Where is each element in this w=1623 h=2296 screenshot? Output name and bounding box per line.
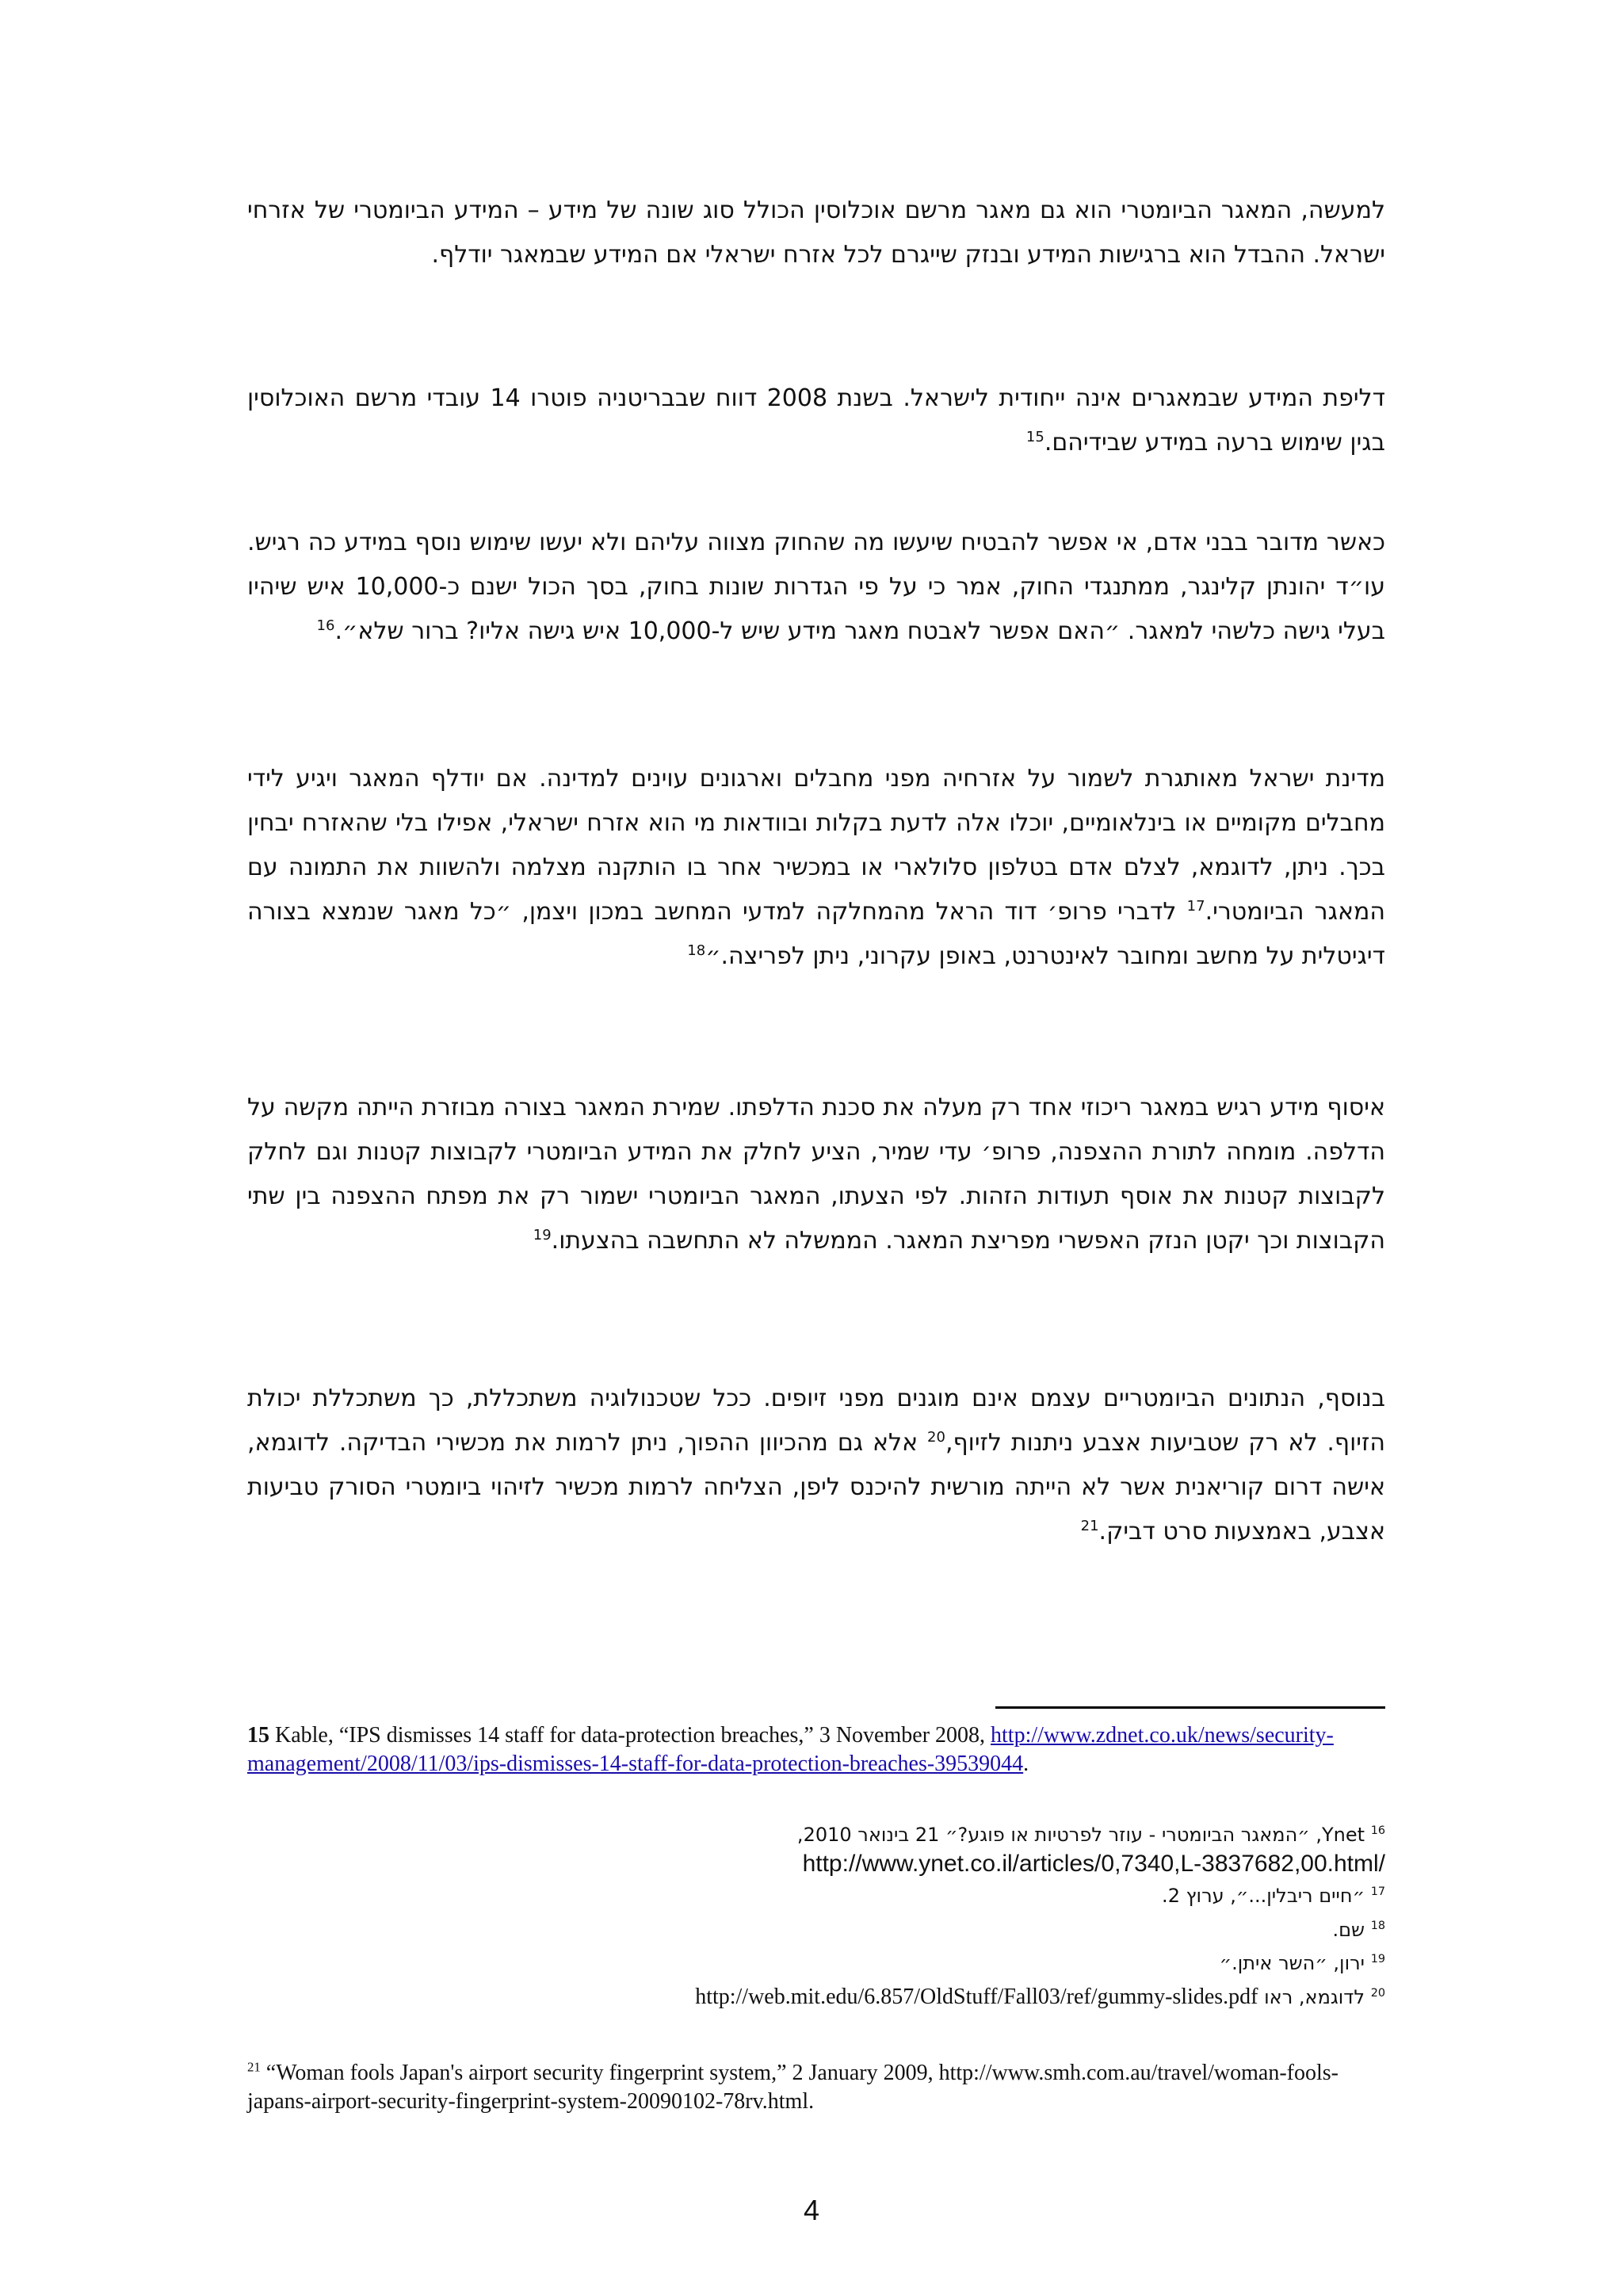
paragraph-1: [247, 189, 1385, 277]
footnote-18: [1332, 1918, 1385, 1942]
paragraph-6: [247, 1377, 1385, 1554]
footnote-18-number: 18: [1370, 1920, 1385, 1932]
footnote-21-number: 21: [247, 2059, 261, 2075]
footnote-16-number: 16: [1370, 1824, 1385, 1837]
paragraph-4: [247, 757, 1385, 979]
footnote-19-number: 19: [1370, 1953, 1385, 1966]
page-number: 4: [803, 2194, 820, 2226]
footnote-ref-17[interactable]: 17: [1186, 898, 1205, 915]
footnote-21-text: “Woman fools Japan's airport security fingerprint system,” 2 January 2009, http://www.smh.com.au/travel/woman-fools-japans-airport-security-fingerprint-system-20090102-78rv.html.: [247, 2061, 1339, 2114]
footnote-ref-19[interactable]: 19: [533, 1227, 552, 1244]
footnote-17-text: ״חיים ריבלין...״, ערוץ 2.: [1162, 1885, 1365, 1907]
footnote-15: [247, 1721, 1385, 1778]
paragraph-5-text: איסוף מידע רגיש במאגר ריכוזי אחד רק מעלה את סכנת הדלפתו. שמירת המאגר בצורה מבוזרת הייתה מקשה על הדלפה. מומחה לתורת ההצפנה, פרופ׳ עדי שמיר, הציע לחלק את המידע הביומטרי לקבוצות קטנות וגם לחלק לקבוצות קטנות את אוסף תעודות הזהות. לפי הצעתו, המאגר הביומטרי ישמור רק את מפתח ההצפנה בין שתי הקבוצות וכך יקטן הנזק האפשרי מפריצת המאגר. הממשלה לא התחשבה בהצעתו.: [247, 1094, 1385, 1255]
footnote-20: [695, 1985, 1385, 2009]
footnote-ref-21[interactable]: 21: [1080, 1518, 1099, 1534]
footnote-20-url[interactable]: http://web.mit.edu/6.857/OldStuff/Fall03/ref/gummy-slides.pdf: [695, 1985, 1258, 2009]
paragraph-6-text-b: אלא גם מהכיוון ההפוך, ניתן לרמות את מכשירי הבדיקה. לדוגמא, אישה דרום קוריאנית אשר לא הייתה מורשית להיכנס ליפן, הצליחה לרמות מכשיר לזיהוי ביומטרי הסורק טביעות אצבע, באמצעות סרט דביק.: [247, 1429, 1385, 1545]
footnote-separator: [995, 1706, 1385, 1709]
paragraph-3: [247, 521, 1385, 654]
footnote-15-number: 15: [247, 1723, 269, 1748]
footnote-16: [797, 1823, 1385, 1847]
paragraph-5: [247, 1086, 1385, 1263]
footnote-20-number: 20: [1370, 1987, 1385, 2000]
footnote-17-number: 17: [1370, 1885, 1385, 1898]
paragraph-6-text-a: בנוסף, הנתונים הביומטריים עצמם אינם מוגנים מפני זיופים. ככל שטכנולוגיה משתכללת, כך משתכללת יכולת הזיוף. לא רק שטביעות אצבע ניתנות לזיוף,: [247, 1385, 1385, 1457]
footnote-ref-15[interactable]: 15: [1025, 429, 1044, 445]
footnote-15-tail: .: [1023, 1752, 1029, 1776]
footnote-ref-16[interactable]: 16: [316, 617, 335, 634]
footnote-19: [1220, 1951, 1385, 1975]
footnote-ref-20[interactable]: 20: [927, 1429, 945, 1446]
footnote-18-text: שם.: [1332, 1919, 1365, 1941]
paragraph-2: [247, 376, 1385, 465]
paragraph-3-text: כאשר מדובר בבני אדם, אי אפשר להבטיח שיעשו מה שהחוק מצווה עליהם ולא יעשו שימוש נוסף במידע כה רגיש. עו״ד יהונתן קלינגר, ממתנגדי החוק, אמר כי על פי הגדרות שונות בחוק, בסך הכול ישנם כ-10,000 איש שיהיו בעלי גישה כלשהי למאגר. ״האם אפשר לאבטח מאגר מידע שיש ל-10,000 איש גישה אליו? ברור שלא״.: [247, 529, 1385, 645]
paragraph-4-text-a: מדינת ישראל מאותגרת לשמור על אזרחיה מפני מחבלים וארגונים עוינים למדינה. אם יודלף המאגר ויגיע לידי מחבלים מקומיים או בינלאומיים, יוכלו אלה לדעת בקלות ובוודאות מי הוא אזרח ישראלי, אפילו בלי שהאזרח יבחין בכך. ניתן, לדוגמא, לצלם אדם בטלפון סלולארי או במכשיר אחר בו הותקנה מצלמה ולהשוות את התמונה עם המאגר הביומטרי.: [247, 765, 1385, 926]
footnote-19-text: ירון, ״השר איתן.״: [1219, 1952, 1365, 1974]
paragraph-4-text-b: לדברי פרופ׳ דוד הראל מהמחלקה למדעי המחשב במכון ויצמן, ״כל מאגר שנמצא בצורה דיגיטלית על מחשב ומחובר לאינטרנט, באופן עקרוני, ניתן לפריצה.״: [247, 898, 1385, 970]
paragraph-2-text: דליפת המידע שבמאגרים אינה ייחודית לישראל. בשנת 2008 דווח שבבריטניה פוטרו 14 עובדי מרשם האוכלוסין בגין שימוש ברעה במידע שבידיהם.: [247, 384, 1385, 457]
footnote-17: [1162, 1884, 1385, 1908]
paragraph-1-text: למעשה, המאגר הביומטרי הוא גם מאגר מרשם אוכלוסין הכולל סוג שונה של מידע – המידע הביומטרי של אזרחי ישראל. ההבדל הוא ברגישות המידע ובנזק שייגרם לכל אזרח ישראלי אם המידע שבמאגר יודלף.: [247, 197, 1385, 269]
footnote-16-text: Ynet, ״המאגר הביומטרי - עוזר לפרטיות או פוגע?״ 21 בינואר 2010,: [796, 1824, 1365, 1846]
footnote-20-text: לדוגמא, ראו: [1258, 1986, 1365, 2008]
footnote-21: [247, 2059, 1385, 2116]
footnote-16-url[interactable]: http://www.ynet.co.il/articles/0,7340,L-3837682,00.html/: [802, 1851, 1385, 1877]
footnote-ref-18[interactable]: 18: [687, 942, 706, 959]
footnote-15-link[interactable]: http://www.zdnet.co.uk/news/security-management/2008/11/03/ips-dismisses-14-staff-for-data-protection-breaches-39539044: [247, 1723, 1334, 1776]
footnote-15-text: Kable, “IPS dismisses 14 staff for data-protection breaches,” 3 November 2008,: [269, 1723, 991, 1748]
